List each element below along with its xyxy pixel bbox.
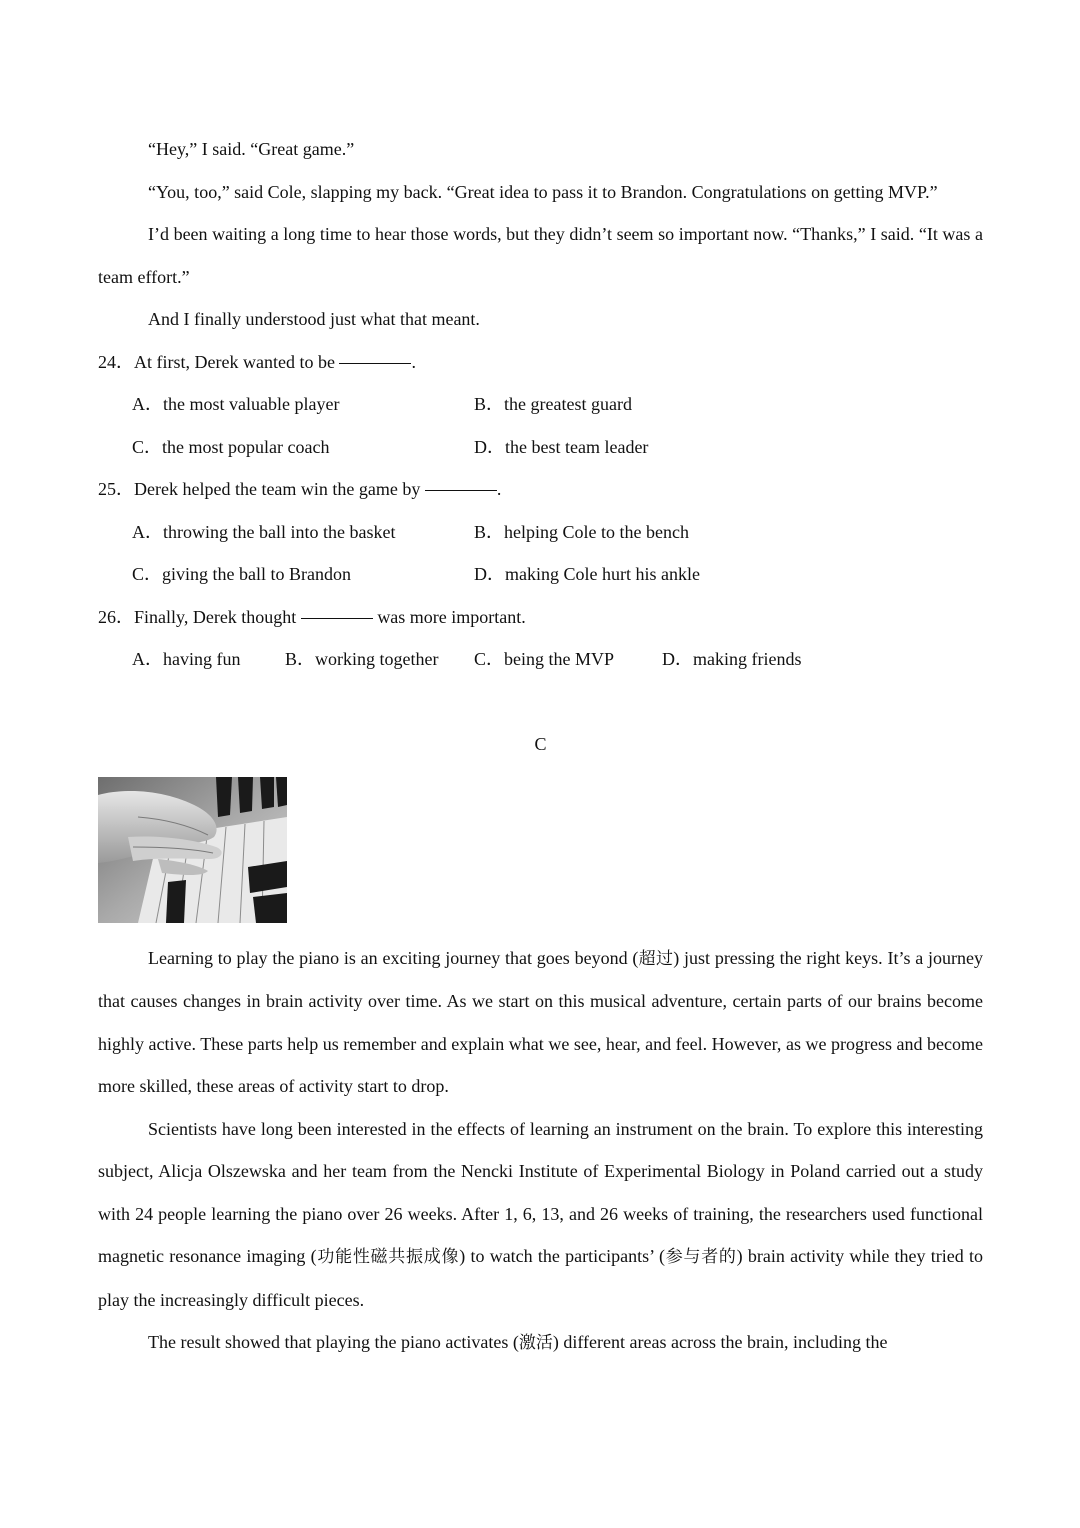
story-paragraph: “You, too,” said Cole, slapping my back. “Great idea to pass it to Brandon. Congratulations on getting MVP.” (148, 181, 938, 202)
option-text: throwing the ball into the basket (163, 521, 396, 542)
answer-blank (425, 489, 497, 491)
option-a[interactable] (132, 511, 395, 554)
option-c[interactable] (132, 553, 351, 596)
story-paragraph: “Hey,” I said. “Great game.” (148, 139, 355, 159)
story-paragraph: And I finally understood just what that meant. (148, 309, 480, 329)
question-number: 24． (98, 351, 134, 372)
passage-paragraph: Learning to play the piano is an exciting journey that goes beyond (超过) just pressing the right keys. It’s a journey that causes changes in brain activity over time. As we start on this musical adventure, certain parts of our brains become highly active. These parts help us remember and explain what we see, hear, and feel. However, as we progress and become more skilled, these areas of activity start to drop. (98, 947, 984, 1096)
story-paragraph: I’d been waiting a long time to hear those words, but they didn’t seem so important now. “Thanks,” I said. “It was a team effort.” (98, 224, 983, 287)
option-letter: A． (132, 394, 163, 414)
option-b[interactable] (285, 638, 438, 681)
answer-blank (339, 362, 411, 364)
option-letter: B． (474, 521, 505, 542)
options-row (98, 426, 983, 469)
question-stem-end: . (411, 351, 416, 372)
option-letter: D． (474, 436, 505, 457)
question-stem-end: . (496, 479, 502, 499)
options-row (98, 383, 983, 426)
passage-paragraph: The result showed that playing the piano activates (激活) different areas across the brain, including the (148, 1332, 888, 1353)
option-text: helping Cole to the bench (504, 521, 689, 542)
option-letter: A． (132, 521, 163, 542)
option-text: having fun (163, 649, 241, 669)
option-letter: D． (662, 649, 693, 669)
passage-paragraph: Scientists have long been interested in the effects of learning an instrument on the brain. To explore this interesting subject, Alicja Olszewska and her team from the Nencki Institute of Experimental Biology in Poland carried out a study with 24 people learning the piano over 26 weeks. After 1, 6, 13, and 26 weeks of training, the researchers used functional magnetic resonance imaging (功能性磁共振成像) to watch the participants’ (参与者的) brain activity while they tried to play the increasingly difficult pieces. (98, 1118, 984, 1310)
option-letter: B． (285, 649, 316, 669)
option-text: the best team leader (505, 436, 649, 457)
option-text: making friends (693, 649, 802, 669)
option-a[interactable] (132, 638, 240, 681)
option-a[interactable] (132, 383, 339, 426)
question-24 (98, 341, 983, 384)
option-letter: C． (132, 436, 163, 457)
question-stem-end: was more important. (372, 606, 526, 627)
option-b[interactable] (474, 383, 632, 426)
question-26 (98, 596, 983, 639)
option-letter: B． (474, 394, 505, 414)
piano-hands-photo (98, 777, 287, 923)
option-c[interactable] (474, 638, 614, 681)
option-text: the most valuable player (163, 394, 340, 414)
question-25 (98, 468, 983, 511)
option-d[interactable] (474, 426, 648, 469)
answer-blank (301, 617, 373, 619)
option-letter: A． (132, 649, 163, 669)
options-row (98, 511, 983, 554)
option-text: the greatest guard (504, 394, 632, 414)
document-page (98, 128, 983, 1365)
option-text: the most popular coach (162, 436, 330, 457)
option-text: making Cole hurt his ankle (505, 564, 700, 584)
option-d[interactable] (662, 638, 801, 681)
option-b[interactable] (474, 511, 689, 554)
question-number: 26． (98, 606, 134, 627)
options-row (98, 638, 983, 681)
option-c[interactable] (132, 426, 329, 469)
option-letter: C． (132, 564, 163, 584)
option-text: working together (315, 649, 439, 669)
question-stem: Derek helped the team win the game by (134, 479, 425, 499)
question-stem: Finally, Derek thought (134, 606, 301, 627)
option-text: giving the ball to Brandon (162, 564, 351, 584)
option-letter: C． (474, 649, 505, 669)
option-d[interactable] (474, 553, 700, 596)
question-number: 25． (98, 479, 134, 499)
option-text: being the MVP (504, 649, 615, 669)
option-letter: D． (474, 564, 505, 584)
options-row (98, 553, 983, 596)
question-stem: At first, Derek wanted to be (134, 351, 340, 372)
section-heading: C (534, 733, 547, 754)
